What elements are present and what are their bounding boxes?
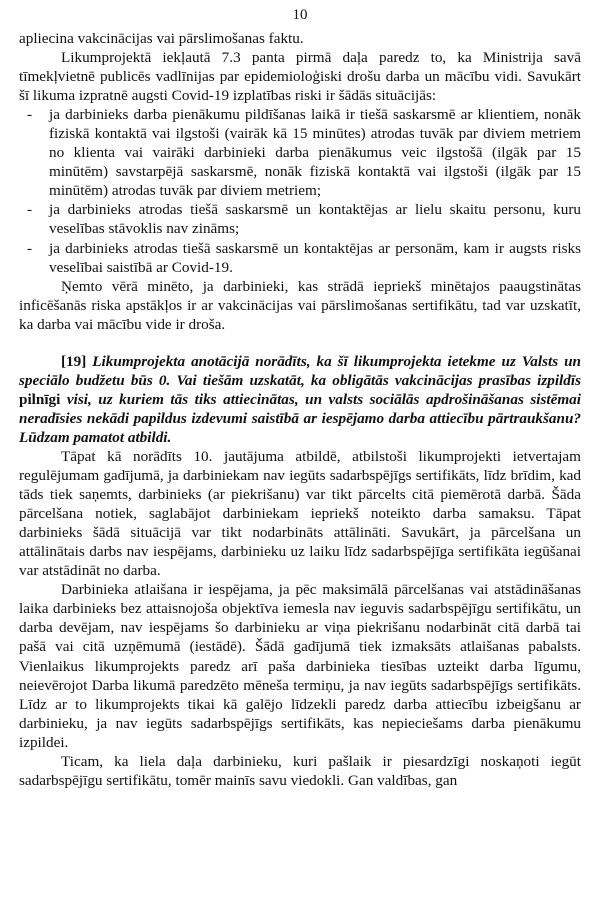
dash-bullet-icon: - xyxy=(27,239,33,257)
page-number: 10 xyxy=(292,7,308,23)
list-item-text: ja darbinieks atrodas tiešā saskarsmē un kontaktējas ar lielu skaitu personu, kuru veselības stāvoklis nav zināms; xyxy=(49,201,581,238)
section-gap xyxy=(19,334,581,352)
paragraph-guidelines: Likumprojektā iekļautā 7.3 panta pirmā daļa paredz to, ka Ministrija savā tīmekļvietnē publicēs vadlīnijas par epidemioloģiski drošu darba un mācību vidi. Savukārt šī likuma izpratnē augsti Covid-19 izplatības riski ir šādās situācijās: xyxy=(19,49,581,105)
question-number: [19] xyxy=(61,352,87,370)
list-item xyxy=(19,239,581,277)
document-body xyxy=(19,29,581,790)
paragraph-answer-belief: Ticam, ka liela daļa darbinieku, kuri pašlaik ir piesardzīgi noskaņoti iegūt sadarbspējīgu sertifikātu, tomēr mainīs savu viedokli. Gan valdības, gan xyxy=(19,752,581,789)
paragraph-conclusion: Ņemto vērā minēto, ja darbinieki, kas strādā iepriekš minētajos paaugstinātas inficēšanās riska apstākļos ir ar vakcinācijas vai pārslimošanas sertifikātu, tad var uzskatīt, ka darba vai mācību vide ir droša. xyxy=(19,277,581,333)
question-text-1: Likumprojekta anotācijā norādīts, ka šī likumprojekta ietekme uz Valsts un speciālo budžetu būs 0. Vai tiešām uzskatāt, ka obligātās vakcinācijas prasības izpildīs xyxy=(19,352,582,389)
question-19 xyxy=(19,352,581,447)
list-item-text: ja darbinieks darba pienākumu pildīšanas laikā ir tiešā saskarsmē ar klientiem, nonāk fiziskā kontaktā vai ilgstoši (vairāk kā 15 minūtes) atrodas tuvāk par diviem metriem no klienta vai vairāki darbinieki darba pienākumus veic ilgstošā (ilgāk par 15 minūtēm) savstarpējā saskarsmē, nonāk fiziskā kontaktā vai ilgstoši (ilgāk par 15 minūtēm) atrodas tuvāk par diviem metriem; xyxy=(49,106,581,200)
list-item-text: ja darbinieks atrodas tiešā saskarsmē un kontaktējas ar personām, kam ir augsts risks veselībai saistībā ar Covid-19. xyxy=(49,239,581,276)
question-text-2: visi, uz kuriem tās tiks attiecinātas, un valsts sociālās apdrošināšanas sistēmai neradīsies nekādi papildus izdevumi saistībā ar iespējamo darba attiecību pārtraukšanu? Lūdzam pamatot atbildi. xyxy=(19,390,581,446)
risk-situations-list xyxy=(19,105,581,276)
question-emphasis: pilnīgi xyxy=(19,390,61,408)
paragraph-continuation: apliecina vakcinācijas vai pārslimošanas faktu. xyxy=(19,30,304,47)
paragraph-answer-transfer: Tāpat kā norādīts 10. jautājuma atbildē, atbilstoši likumprojekti ietvertajam regulējumam gadījumā, ja darbiniekam nav iegūts sadarbspējīgs sertifikāts, līdz brīdim, kad tāds tiek saņemts, darbinieks (ar piekrišanu) var tikt pārcelts citā piemērotā darbā. Šāda pārcelšana notiek, saglabājot darbiniekam iepriekš noteikto darba samaksu. Tāpat darbinieks šādā situācijā var tikt nodarbināts attālināti. Savukārt, ja pārcelšana un attālinātais darbs nav iespējams, darbinieku uz laiku līdz sadarbspējīga sertifikāta iegūšanai var atstādināt no darba. xyxy=(19,447,581,580)
paragraph-answer-dismissal: Darbinieka atlaišana ir iespējama, ja pēc maksimālā pārcelšanas vai atstādināšanas laika darbinieks bez attaisnojoša objektīva iemesla nav ieguvis sadarbspējīgu sertifikātu, un darba devējam, nav iespējams šo darbinieku ar viņa piekrišanu nodarbināt citā darbā tai pašā vai citā uzņēmumā (iestādē). Šādā gadījumā tiek izmaksāts atlaišanas pabalsts. Vienlaikus likumprojekts paredz arī paša darbinieka tiesības uzteikt darba līgumu, neievērojot Darba likumā paredzēto mēneša termiņu, ja nav iegūts sadarbspējīgs sertifikāts. Līdz ar to likumprojekts tikai kā galējo līdzekli paredz darba attiecību izbeigšanu ar darbinieku, ja nav iegūts sadarbspējīgs sertifikāts, kas nepieciešams darba pienākumu izpildei. xyxy=(19,581,581,751)
dash-bullet-icon: - xyxy=(27,106,33,124)
list-item xyxy=(19,200,581,238)
dash-bullet-icon: - xyxy=(27,201,33,219)
list-item xyxy=(19,105,581,200)
